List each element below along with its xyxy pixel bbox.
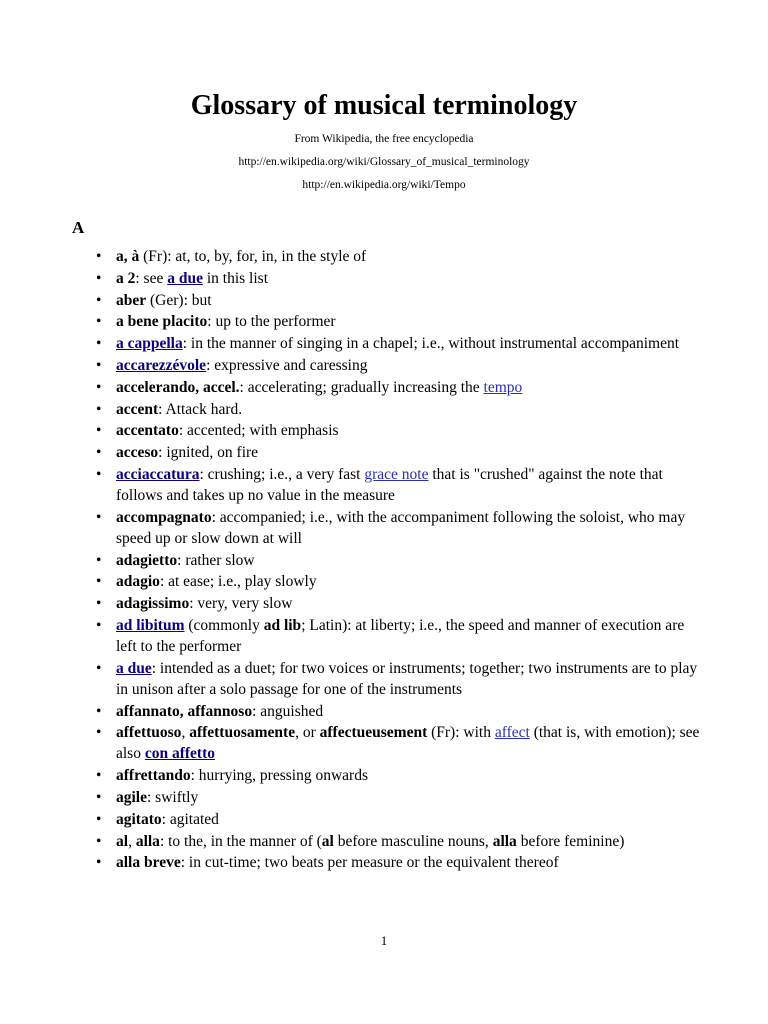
list-item [96, 658, 708, 700]
definition-text: (Ger): but [146, 291, 212, 309]
definition-text: ; Latin): at liberty; i.e., the speed and manner of execution are left to the performer [116, 616, 685, 655]
link-a-due-term[interactable]: a due [116, 659, 152, 677]
list-item [96, 765, 708, 786]
section-heading-a: A [72, 218, 85, 237]
list-item [96, 593, 708, 614]
link-con-affetto[interactable]: con affetto [144, 745, 215, 763]
list-item [96, 355, 708, 376]
list-item [96, 615, 708, 657]
glossary-term: alla [135, 832, 160, 850]
bullet-icon: • [96, 854, 102, 872]
link-a-due[interactable]: a due [167, 269, 203, 287]
bullet-icon: • [96, 508, 102, 526]
glossary-term: accelerando, accel. [116, 378, 240, 396]
definition-text: : rather slow [177, 551, 255, 569]
glossary-term: affettuosamente [189, 724, 296, 742]
glossary-term: acceso [116, 444, 159, 462]
bullet-icon: • [96, 356, 102, 374]
definition-text: in this list [202, 269, 269, 287]
definition-text: : expressive and caressing [206, 356, 368, 374]
glossary-term: accentato [116, 422, 179, 440]
glossary-term: alla [492, 832, 517, 850]
list-item [96, 809, 708, 830]
glossary-term: ad lib [263, 616, 302, 634]
bullet-icon: • [96, 551, 102, 569]
source-line: From Wikipedia, the free encyclopedia [294, 133, 474, 145]
link-acciaccatura[interactable]: acciaccatura [116, 465, 200, 483]
link-ad-libitum[interactable]: ad libitum [116, 616, 185, 634]
bullet-icon: • [96, 767, 102, 785]
bullet-icon: • [96, 573, 102, 591]
definition-text: , [128, 832, 136, 850]
definition-text: : in cut-time; two beats per measure or the equivalent thereof [180, 854, 559, 872]
glossary-term: al [116, 832, 129, 850]
bullet-icon: • [96, 832, 102, 850]
definition-text: (Fr): with [427, 724, 495, 742]
glossary-term: adagissimo [116, 595, 190, 613]
list-item [96, 831, 708, 852]
glossary-term: adagio [116, 573, 160, 591]
page-number: 1 [380, 933, 388, 948]
list-item [96, 550, 708, 571]
list-item [96, 571, 708, 592]
glossary-term: alla breve [116, 854, 181, 872]
link-a-cappella[interactable]: a cappella [116, 335, 183, 353]
list-item [96, 722, 708, 764]
bullet-icon: • [96, 335, 102, 353]
definition-text: : accelerating; gradually increasing the [239, 378, 484, 396]
definition-text: , [181, 724, 190, 742]
bullet-icon: • [96, 248, 102, 265]
definition-text: : to the, in the manner of ( [159, 832, 322, 850]
definition-text: : crushing; i.e., a very fast [199, 465, 365, 483]
bullet-icon: • [96, 422, 102, 440]
glossary-term: a bene placito [116, 313, 208, 331]
definition-text: : anguished [252, 702, 324, 720]
source-url-tempo: http://en.wikipedia.org/wiki/Tempo [302, 179, 466, 191]
bullet-icon: • [96, 291, 102, 309]
definition-text: : accompanied; i.e., with the accompaniment following the soloist, who may speed up or slow down at will [116, 508, 686, 547]
bullet-icon: • [96, 400, 102, 418]
definition-text: (that is, with emotion); see also [116, 724, 700, 763]
glossary-term: accent [116, 400, 159, 418]
definition-text: : intended as a duet; for two voices or instruments; together; two instruments are to play in unison after a solo passage for one of the instruments [116, 659, 698, 698]
glossary-term: affrettando [116, 767, 191, 785]
list-item [96, 442, 708, 463]
bullet-icon: • [96, 444, 102, 462]
list-item [96, 399, 708, 420]
definition-text: that is "crushed" against the note that follows and takes up no value in the measure [116, 465, 663, 504]
list-item [96, 701, 708, 722]
glossary-term: al [321, 832, 334, 850]
bullet-icon: • [96, 724, 102, 742]
bullet-icon: • [96, 810, 102, 828]
page-title: Glossary of musical terminology [190, 90, 578, 121]
list-item [96, 507, 708, 549]
definition-text: : accented; with emphasis [178, 422, 339, 440]
link-tempo[interactable]: tempo [483, 378, 523, 396]
glossary-term: a, à [116, 248, 140, 265]
glossary-term: accompagnato [116, 508, 212, 526]
definition-text: : very, very slow [189, 595, 293, 613]
definition-text: : Attack hard. [158, 400, 243, 418]
list-item [96, 464, 708, 506]
glossary-term: agitato [116, 810, 162, 828]
definition-text: : agitated [161, 810, 219, 828]
definition-text: before masculine nouns, [333, 832, 493, 850]
bullet-icon: • [96, 595, 102, 613]
list-item [96, 377, 708, 398]
list-item [96, 246, 708, 267]
link-grace-note[interactable]: grace note [364, 465, 429, 483]
bullet-icon: • [96, 788, 102, 806]
definition-text: : ignited, on fire [158, 444, 259, 462]
bullet-icon: • [96, 702, 102, 720]
glossary-term: adagietto [116, 551, 178, 569]
list-item [96, 311, 708, 332]
glossary-term: affannato, affannoso [116, 702, 253, 720]
list-item [96, 787, 708, 808]
bullet-icon: • [96, 465, 102, 483]
definition-text: : at ease; i.e., play slowly [159, 573, 317, 591]
definition-text: (commonly [184, 616, 264, 634]
link-accarezzevole[interactable]: accarezzévole [116, 356, 207, 374]
definition-text: : in the manner of singing in a chapel; i.e., without instrumental accompaniment [182, 335, 680, 353]
definition-text: : swiftly [147, 788, 199, 806]
list-item [96, 852, 708, 873]
definition-text: (Fr): at, to, by, for, in, in the style of [139, 248, 367, 265]
definition-text: : see [135, 269, 168, 287]
list-item [96, 290, 708, 311]
list-item [96, 333, 708, 354]
glossary-term: affectueusement [319, 724, 428, 742]
bullet-icon: • [96, 659, 102, 677]
definition-text: : hurrying, pressing onwards [190, 767, 368, 785]
glossary-term: affettuoso [116, 724, 182, 742]
definition-text: before feminine) [516, 832, 625, 850]
glossary-list [96, 246, 708, 874]
link-affect[interactable]: affect [494, 724, 530, 742]
list-item [96, 420, 708, 441]
glossary-term: a 2 [116, 269, 136, 287]
bullet-icon: • [96, 616, 102, 634]
glossary-term: aber [116, 291, 147, 309]
source-url-glossary: http://en.wikipedia.org/wiki/Glossary_of_musical_terminology [238, 156, 530, 168]
list-item [96, 268, 708, 289]
glossary-term: agile [116, 788, 147, 806]
bullet-icon: • [96, 313, 102, 331]
definition-text: , or [295, 724, 320, 742]
bullet-icon: • [96, 378, 102, 396]
definition-text: : up to the performer [207, 313, 336, 331]
bullet-icon: • [96, 269, 102, 287]
